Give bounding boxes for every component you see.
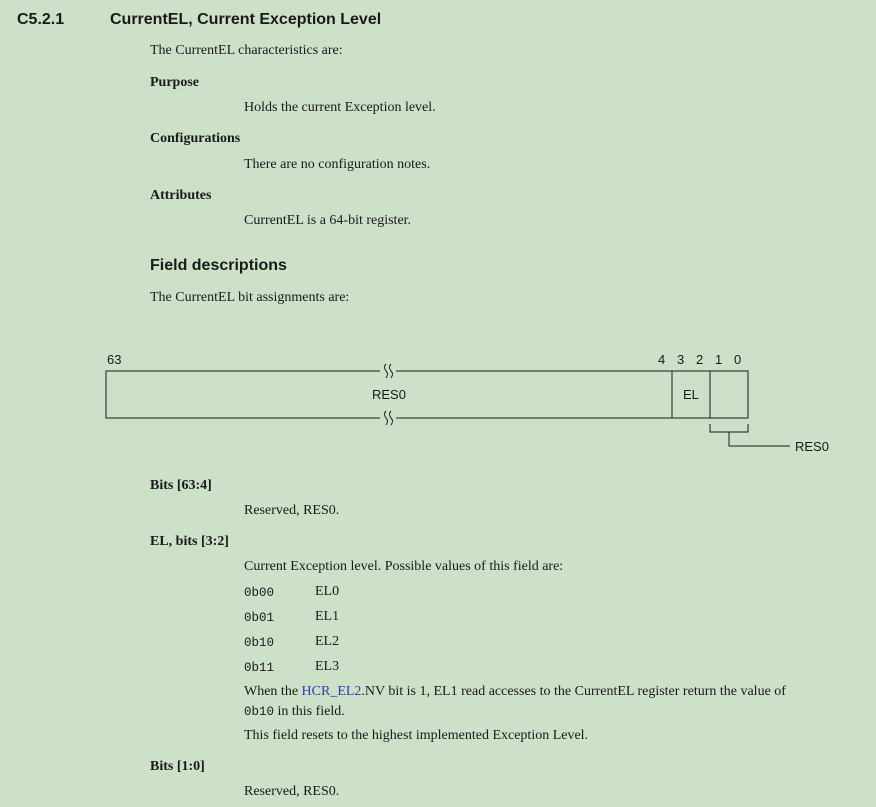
res0-bracket — [710, 424, 748, 432]
bits-63-4-text: Reserved, RES0. — [244, 503, 340, 518]
section-number: C5.2.1 — [17, 11, 65, 28]
field-descriptions-intro: The CurrentEL bit assignments are: — [150, 290, 350, 305]
break-mark-top — [380, 363, 396, 379]
register-diagram — [0, 340, 876, 465]
bit-label-0: 0 — [734, 352, 742, 367]
value-meaning-el1: EL1 — [315, 609, 340, 624]
hcr-el2-link[interactable]: HCR_EL2 — [301, 684, 362, 699]
configurations-text: There are no configuration notes. — [244, 157, 431, 172]
value-meaning-el2: EL2 — [315, 634, 340, 649]
section-intro: The CurrentEL characteristics are: — [150, 43, 343, 58]
purpose-text: Holds the current Exception level. — [244, 100, 436, 115]
bits-63-4-heading: Bits [63:4] — [150, 478, 212, 493]
value-code-0b00: 0b00 — [244, 586, 275, 600]
value-code-0b10: 0b10 — [244, 636, 275, 650]
attributes-heading: Attributes — [150, 188, 212, 203]
res0-callout-label: RES0 — [795, 439, 829, 454]
section-title: CurrentEL, Current Exception Level — [110, 11, 382, 28]
res0-callout-line — [729, 432, 790, 446]
value-meaning-el0: EL0 — [315, 584, 340, 599]
attributes-text: CurrentEL is a 64-bit register. — [244, 213, 412, 228]
bit-label-63: 63 — [107, 352, 122, 367]
el-field-label: EL — [683, 387, 699, 402]
res0-field-label: RES0 — [372, 387, 406, 402]
configurations-heading: Configurations — [150, 131, 241, 146]
bits-1-0-heading: Bits [1:0] — [150, 759, 205, 774]
el-bits-heading: EL, bits [3:2] — [150, 534, 229, 549]
el-reset-text: This field resets to the highest implemented Exception Level. — [244, 728, 589, 743]
register-outline — [106, 371, 748, 418]
bit-label-2: 2 — [696, 352, 704, 367]
value-code-0b01: 0b01 — [244, 611, 275, 625]
el-note-line2: 0b10 in this field. — [244, 704, 345, 719]
bit-label-1: 1 — [715, 352, 723, 367]
break-mark-bottom — [380, 410, 396, 426]
bits-1-0-text: Reserved, RES0. — [244, 784, 340, 799]
el-note-line1: When the HCR_EL2.NV bit is 1, EL1 read accesses to the CurrentEL register return the value of — [244, 684, 786, 699]
field-descriptions-heading: Field descriptions — [150, 257, 287, 274]
value-code-0b11: 0b11 — [244, 661, 275, 675]
bit-label-4: 4 — [658, 352, 666, 367]
el-bits-intro: Current Exception level. Possible values of this field are: — [244, 559, 564, 574]
bit-label-3: 3 — [677, 352, 685, 367]
value-meaning-el3: EL3 — [315, 659, 340, 674]
purpose-heading: Purpose — [150, 75, 199, 90]
